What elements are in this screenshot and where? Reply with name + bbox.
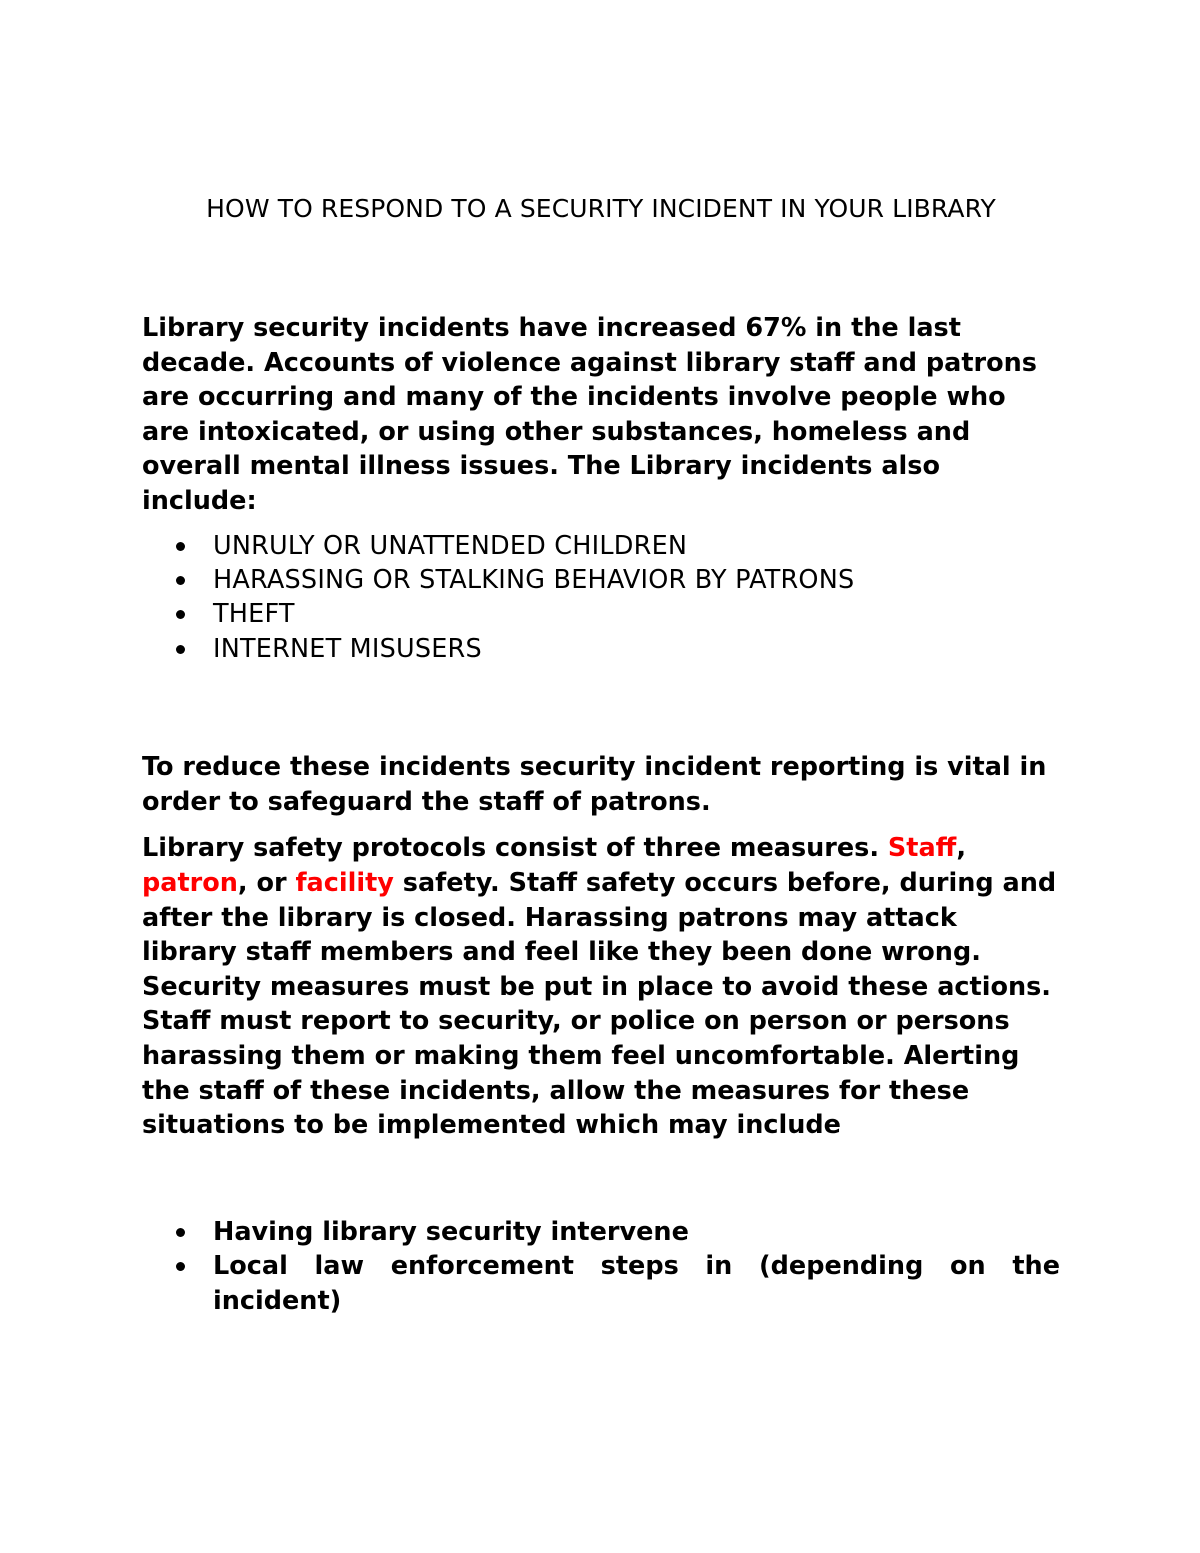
list-item-text: THEFT [213, 599, 295, 630]
list-item [142, 632, 1060, 666]
list-item [142, 1249, 1060, 1318]
bullet-icon [176, 610, 185, 619]
list-item-text: UNRULY OR UNATTENDED CHILDREN [213, 530, 688, 561]
highlight-term-staff: Staff [887, 833, 957, 864]
list-item-text: INTERNET MISUSERS [213, 633, 482, 664]
separator-text: , [956, 833, 967, 864]
list-item-text: Having library security intervene [213, 1216, 689, 1247]
bullet-icon [176, 1228, 185, 1237]
measures-list [142, 1215, 1060, 1318]
list-item [142, 597, 1060, 631]
highlight-term-facility: facility [295, 867, 394, 898]
intro-paragraph: Library security incidents have increased 67% in the last decade. Accounts of violence against library staff and patrons are occurring and many of the incidents involve people who are intoxicated, or using other substances, homeless and overall mental illness issues. The Library incidents also include: [142, 313, 1037, 516]
list-item [142, 1215, 1060, 1249]
separator-text: , or [237, 867, 296, 898]
incident-types-list [142, 529, 1060, 667]
list-item-text: Local law enforcement steps in (depending on the incident) [213, 1251, 1060, 1316]
bullet-icon [176, 645, 185, 654]
bullet-icon [176, 542, 185, 551]
bullet-icon [176, 1262, 185, 1271]
reduce-paragraph: To reduce these incidents security incident reporting is vital in order to safeguard the staff of patrons. [142, 752, 1047, 817]
bullet-icon [176, 576, 185, 585]
protocols-lead-text: Library safety protocols consist of three measures. [142, 833, 888, 864]
highlight-term-patron: patron [142, 867, 238, 898]
list-item [142, 529, 1060, 563]
document-title: HOW TO RESPOND TO A SECURITY INCIDENT IN YOUR LIBRARY [206, 194, 996, 223]
protocols-body-text: safety. Staff safety occurs before, during and after the library is closed. Harassing patrons may attack library staff members and feel like they been done wrong. Security measures must be put in place to avoid these actions. Staff must report to security, or police on person or persons harassing them or making them feel uncomfortable. Alerting the staff of these incidents, allow the measures for these situations to be implemented which may include [142, 867, 1057, 1141]
list-item-text: HARASSING OR STALKING BEHAVIOR BY PATRONS [213, 564, 855, 595]
protocols-paragraph [142, 831, 1060, 1142]
document-page [142, 192, 1060, 1318]
list-item [142, 563, 1060, 597]
